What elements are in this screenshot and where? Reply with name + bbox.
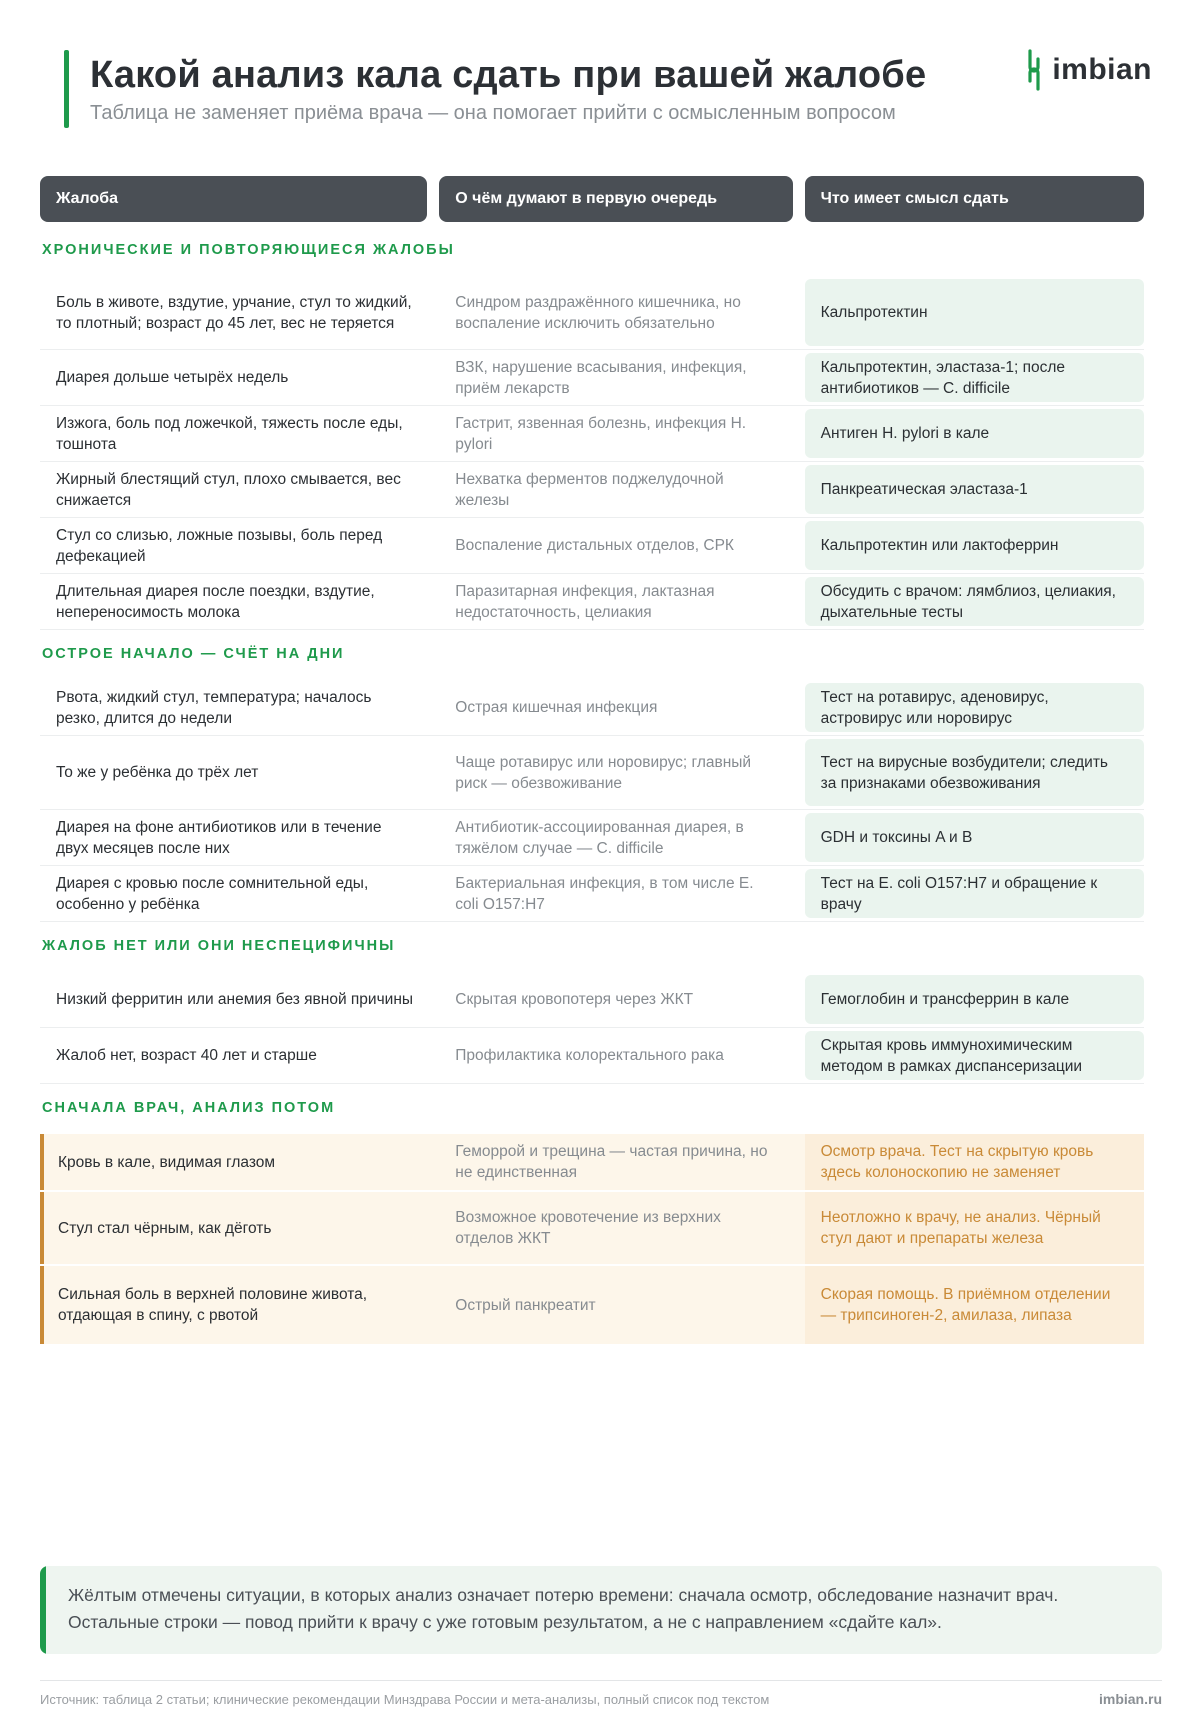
complaint-cell: Кровь в кале, видимая глазом [40,1134,427,1190]
diagnosis-cell: Антибиотик-ассоциированная диарея, в тяжёлом случае — C. difficile [455,818,744,857]
section-title: ОСТРОЕ НАЧАЛО — СЧЁТ НА ДНИ [42,646,345,662]
test-cell: Неотложно к врачу, не анализ. Чёрный стул дают и препараты железа [805,1192,1144,1264]
complaint-cell: Стул со слизью, ложные позывы, боль перед дефекацией [56,526,383,565]
table-row [40,462,1144,518]
test-cell: Тест на ротавирус, аденовирус, астровирус или норовирус [805,683,1144,732]
complaint-cell: Сильная боль в верхней половине живота, отдающая в спину, с рвотой [40,1266,427,1344]
table-row [40,1134,1144,1192]
column-header-think: О чём думают в первую очередь [439,176,792,222]
table-row [40,810,1144,866]
test-cell: Гемоглобин и трансферрин в кале [805,975,1144,1024]
table-row [40,1266,1144,1346]
table-row [40,1192,1144,1266]
diagnosis-cell: Возможное кровотечение из верхних отделов ЖКТ [455,1209,721,1247]
note-text: Жёлтым отмечены ситуации, в которых анализ означает потерю времени: сначала осмотр, обследование назначит врач. Остальные строки — повод прийти к врачу с уже готовым результатом, а не с направлением «сдайте кал». [68,1585,1059,1632]
table-row [40,276,1144,350]
diagnosis-cell: Геморрой и трещина — частая причина, но не единственная [455,1143,768,1181]
diagnosis-cell: Бактериальная инфекция, в том числе E. coli O157:H7 [455,874,754,913]
complaint-cell: То же у ребёнка до трёх лет [56,764,259,781]
imbian-logo-icon [1024,49,1044,91]
table-row [40,1028,1144,1084]
column-header-complaint: Жалоба [40,176,427,222]
footnote-box [40,1566,1162,1654]
test-cell: Скорая помощь. В приёмном отделении — трипсиноген-2, амилаза, липаза [805,1266,1144,1344]
note-accent-bar [40,1566,46,1654]
complaint-cell: Длительная диарея после поездки, вздутие, непереносимость молока [56,582,375,621]
diagnosis-cell: Синдром раздражённого кишечника, но воспаление исключить обязательно [455,293,741,332]
diagnosis-cell: Профилактика колоректального рака [455,1047,724,1064]
diagnosis-cell: ВЗК, нарушение всасывания, инфекция, приём лекарств [455,358,747,397]
complaint-cell: Диарея на фоне антибиотиков или в течение двух месяцев после них [56,818,382,857]
source-text: Источник: таблица 2 статьи; клинические рекомендации Минздрава России и мета-анализы, полный список под текстом [40,1692,770,1707]
complaint-cell: Боль в животе, вздутие, урчание, стул то жидкий, то плотный; возраст до 45 лет, вес не теряется [56,293,412,332]
complaint-cell: Стул стал чёрным, как дёготь [40,1192,427,1264]
table-row [40,574,1144,630]
complaints-table [40,176,1144,1346]
diagnosis-cell: Чаще ротавирус или норовирус; главный риск — обезвоживание [455,753,752,792]
table-row [40,406,1144,462]
column-header-test: Что имеет смысл сдать [805,176,1144,222]
table-row [40,736,1144,810]
test-cell: Тест на E. coli O157:H7 и обращение к врачу [805,869,1144,918]
section-title: ЖАЛОБ НЕТ ИЛИ ОНИ НЕСПЕЦИФИЧНЫ [42,938,396,954]
complaint-cell: Низкий ферритин или анемия без явной причины [56,991,414,1008]
diagnosis-cell: Нехватка ферментов поджелудочной железы [455,470,724,509]
footer-divider [40,1680,1162,1681]
test-cell: GDH и токсины A и B [805,813,1144,862]
table-row [40,680,1144,736]
test-cell: Тест на вирусные возбудители; следить за признаками обезвоживания [805,739,1144,806]
test-cell: Кальпротектин [805,279,1144,346]
table-row [40,518,1144,574]
table-body [40,240,1144,1346]
section-spacer [40,630,1144,644]
complaint-cell: Диарея с кровью после сомнительной еды, особенно у ребёнка [56,874,369,913]
test-cell: Кальпротектин, эластаза-1; после антибиотиков — C. difficile [805,353,1144,402]
test-cell: Осмотр врача. Тест на скрытую кровь здесь колоноскопию не заменяет [805,1134,1144,1190]
diagnosis-cell: Воспаление дистальных отделов, СРК [455,537,734,554]
logo-text: imbian [1052,53,1152,86]
section-title: ХРОНИЧЕСКИЕ И ПОВТОРЯЮЩИЕСЯ ЖАЛОБЫ [42,242,455,258]
complaint-cell: Жалоб нет, возраст 40 лет и старше [56,1047,317,1064]
table-header-row [40,176,1144,222]
complaint-cell: Жирный блестящий стул, плохо смывается, вес снижается [56,470,401,509]
page-subtitle: Таблица не заменяет приёма врача — она помогает прийти с осмысленным вопросом [90,102,896,124]
table-row [40,972,1144,1028]
diagnosis-cell: Паразитарная инфекция, лактазная недостаточность, целиакия [455,582,715,621]
diagnosis-cell: Острый панкреатит [455,1296,596,1314]
test-cell: Панкреатическая эластаза-1 [805,465,1144,514]
complaint-cell: Рвота, жидкий стул, температура; началось резко, длится до недели [56,688,372,727]
test-cell: Кальпротектин или лактоферрин [805,521,1144,570]
diagnosis-cell: Скрытая кровопотеря через ЖКТ [455,991,694,1008]
section-title: СНАЧАЛА ВРАЧ, АНАЛИЗ ПОТОМ [42,1100,336,1116]
complaint-cell: Изжога, боль под ложечкой, тяжесть после еды, тошнота [56,414,403,453]
diagnosis-cell: Острая кишечная инфекция [455,699,658,716]
table-row [40,350,1144,406]
test-cell: Антиген H. pylori в кале [805,409,1144,458]
page-title: Какой анализ кала сдать при вашей жалобе [90,54,927,96]
site-link[interactable]: imbian.ru [1098,1691,1162,1707]
header-accent-bar [64,50,69,128]
diagnosis-cell: Гастрит, язвенная болезнь, инфекция H. pylori [455,414,747,453]
section-spacer [40,922,1144,936]
section-spacer [40,1084,1144,1098]
table-row [40,866,1144,922]
complaint-cell: Диарея дольше четырёх недель [56,369,289,386]
brand-logo[interactable] [1024,48,1152,92]
test-cell: Скрытая кровь иммунохимическим методом в рамках диспансеризации [805,1031,1144,1080]
test-cell: Обсудить с врачом: лямблиоз, целиакия, дыхательные тесты [805,577,1144,626]
page-header [64,50,1154,130]
